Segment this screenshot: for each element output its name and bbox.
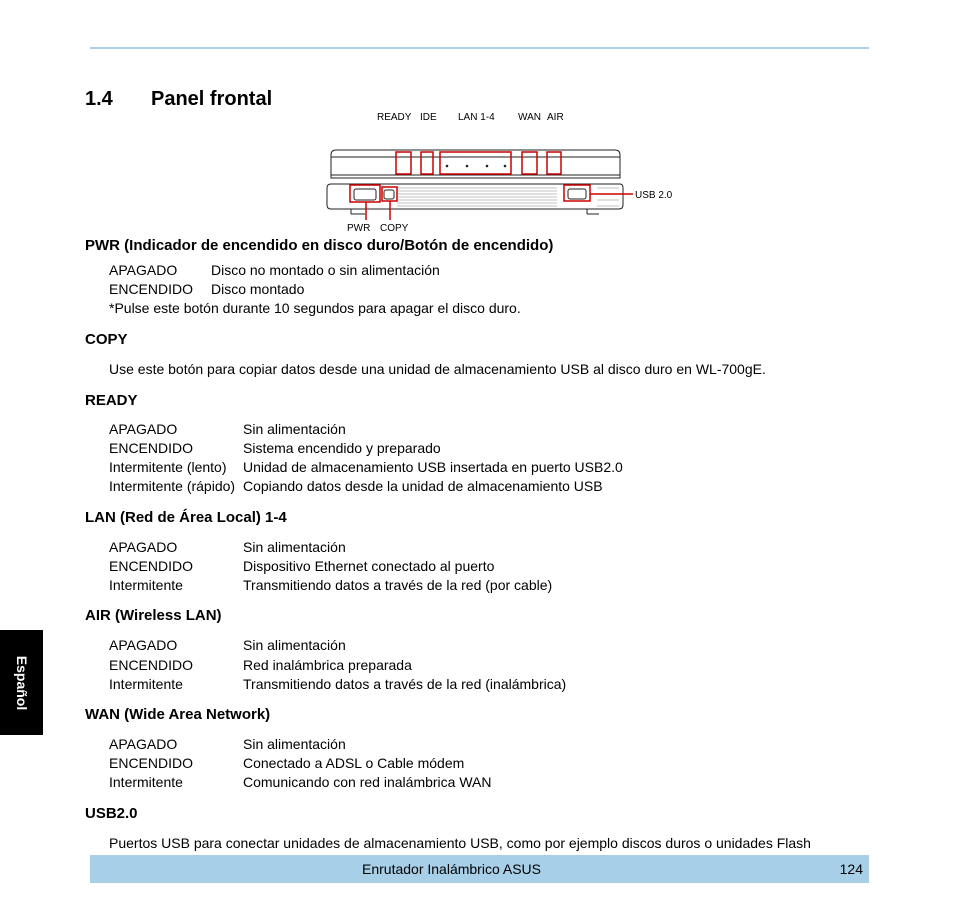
state-label: APAGADO [109, 637, 178, 653]
state-label: ENCENDIDO [109, 440, 194, 456]
state-label: ENCENDIDO [109, 281, 194, 297]
section-title: Panel frontal [151, 88, 273, 110]
label-wan: WAN [518, 112, 541, 123]
state-label: ENCENDIDO [109, 558, 194, 574]
footer-bar [90, 855, 869, 883]
usb-text: Puertos USB para conectar unidades de almacenamiento USB, como por ejemplo discos duros o unidades Flash [109, 835, 811, 851]
pwr-note: *Pulse este botón durante 10 segundos para apagar el disco duro. [109, 300, 521, 316]
language-label: Español [13, 655, 30, 710]
label-pwr: PWR [347, 223, 371, 234]
state-label: ENCENDIDO [109, 755, 194, 771]
state-description: Sin alimentación [243, 637, 346, 653]
state-description: Disco montado [211, 281, 305, 297]
state-description: Disco no montado o sin alimentación [211, 262, 440, 278]
state-description: Sin alimentación [243, 421, 346, 437]
copy-text: Use este botón para copiar datos desde una unidad de almacenamiento USB al disco duro en WL-700gE. [109, 361, 766, 377]
state-label: APAGADO [109, 539, 178, 555]
ready-heading: READY [85, 392, 138, 409]
router-front-drawing [325, 108, 685, 238]
usb-heading: USB2.0 [85, 805, 138, 822]
state-description: Conectado a ADSL o Cable módem [243, 755, 465, 771]
copy-heading: COPY [85, 331, 128, 348]
state-label: Intermitente [109, 774, 183, 790]
state-label: ENCENDIDO [109, 657, 194, 673]
page-number: 124 [839, 861, 863, 877]
state-description: Sin alimentación [243, 539, 346, 555]
top-rule [90, 47, 869, 49]
state-description: Sistema encendido y preparado [243, 440, 441, 456]
section-number: 1.4 [85, 88, 113, 110]
state-label: Intermitente (rápido) [109, 478, 236, 494]
state-description: Dispositivo Ethernet conectado al puerto [243, 558, 495, 574]
state-label: APAGADO [109, 736, 178, 752]
state-label: APAGADO [109, 421, 178, 437]
state-description: Red inalámbrica preparada [243, 657, 412, 673]
state-label: Intermitente [109, 676, 183, 692]
label-lan: LAN 1-4 [458, 112, 495, 123]
state-description: Comunicando con red inalámbrica WAN [243, 774, 492, 790]
state-description: Unidad de almacenamiento USB insertada en puerto USB2.0 [243, 459, 623, 475]
state-label: Intermitente [109, 577, 183, 593]
state-label: Intermitente (lento) [109, 459, 227, 475]
label-air: AIR [547, 112, 564, 123]
front-panel-figure [325, 108, 685, 238]
language-side-tab [0, 630, 43, 735]
air-heading: AIR (Wireless LAN) [85, 607, 222, 624]
label-ready: READY [377, 112, 412, 123]
label-ide: IDE [420, 112, 437, 123]
state-description: Transmitiendo datos a través de la red (por cable) [243, 577, 553, 593]
state-description: Sin alimentación [243, 736, 346, 752]
lan-heading: LAN (Red de Área Local) 1-4 [85, 509, 287, 526]
footer-title: Enrutador Inalámbrico ASUS [362, 861, 541, 877]
label-copy: COPY [380, 223, 409, 234]
state-label: APAGADO [109, 262, 178, 278]
pwr-heading: PWR (Indicador de encendido en disco duro/Botón de encendido) [85, 237, 554, 254]
label-usb: USB 2.0 [635, 190, 673, 201]
wan-heading: WAN (Wide Area Network) [85, 706, 271, 723]
state-description: Transmitiendo datos a través de la red (inalámbrica) [243, 676, 567, 692]
state-description: Copiando datos desde la unidad de almacenamiento USB [243, 478, 603, 494]
